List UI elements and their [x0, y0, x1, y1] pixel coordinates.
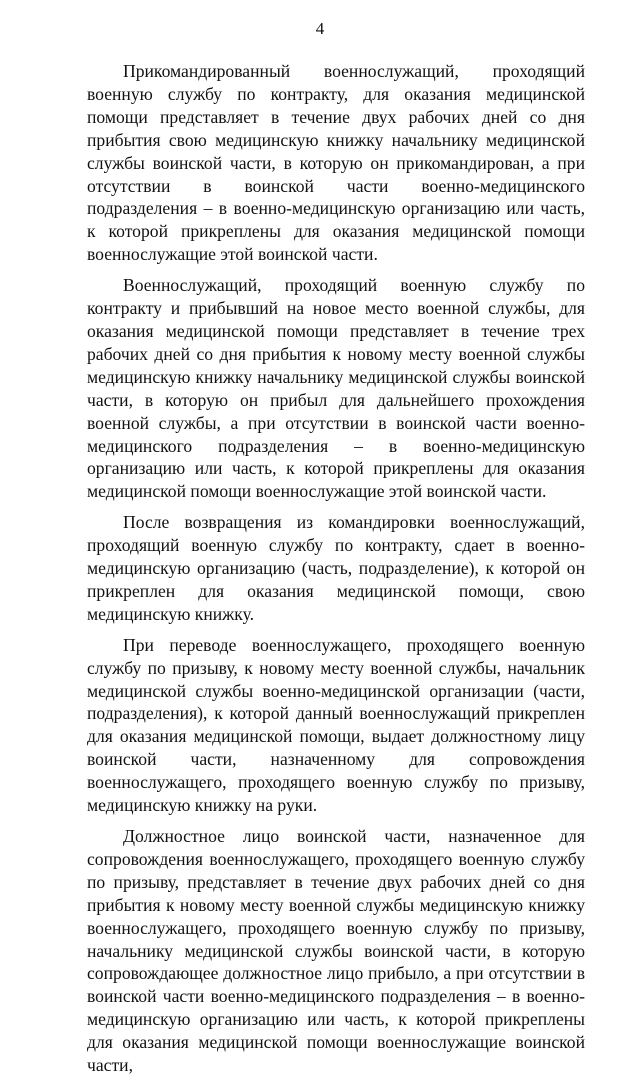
document-body — [87, 60, 585, 1085]
paragraph-1: Прикомандированный военнослужащий, проходящий военную службу по контракту, для оказания медицинской помощи представляет в течение двух рабочих дней со дня прибытия свою медицинскую книжку начальнику медицинской службы воинской части, в которую он прикомандирован, а при отсутствии в воинской части военно-медицинского подразделения – в военно-медицинскую организацию или часть, к которой прикреплены для оказания медицинской помощи военнослужащие этой воинской части. — [87, 61, 585, 265]
paragraph-5: Должностное лицо воинской части, назначенное для сопровождения военнослужащего, проходящего военную службу по призыву, представляет в течение двух рабочих дней со дня прибытия к новому месту военной службы медицинскую книжку военнослужащего, проходящего военную службу по призыву, начальнику медицинской службы воинской части, в которую сопровождающее должностное лицо прибыло, а при отсутствии в воинской части военно-медицинского подразделения – в военно-медицинскую организацию или часть, к которой прикреплены для оказания медицинской помощи военнослужащие воинской части, — [87, 826, 585, 1076]
paragraph-3: После возвращения из командировки военнослужащий, проходящий военную службу по контракту, сдает в военно-медицинскую организацию (часть, подразделение), к которой он прикреплен для оказания медицинской помощи, свою медицинскую книжку. — [87, 512, 585, 624]
page-number: 4 — [315, 19, 325, 38]
paragraph-2: Военнослужащий, проходящий военную службу по контракту и прибывший на новое место военной службы, для оказания медицинской помощи представляет в течение трех рабочих дней со дня прибытия к новому месту военной службы медицинскую книжку начальнику медицинской службы воинской части, в которую он прибыл для дальнейшего прохождения военной службы, а при отсутствии в воинской части военно-медицинского подразделения – в военно-медицинскую организацию или часть, к которой прикреплены для оказания медицинской помощи военнослужащие этой воинской части. — [87, 275, 585, 502]
paragraph-4: При переводе военнослужащего, проходящего военную службу по призыву, к новому месту военной службы, начальник медицинской службы военно-медицинской организации (части, подразделения), к которой данный военнослужащий прикреплен для оказания медицинской помощи, выдает должностному лицу воинской части, назначенному для сопровождения военнослужащего, проходящего военную службу по призыву, медицинскую книжку на руки. — [87, 634, 585, 816]
